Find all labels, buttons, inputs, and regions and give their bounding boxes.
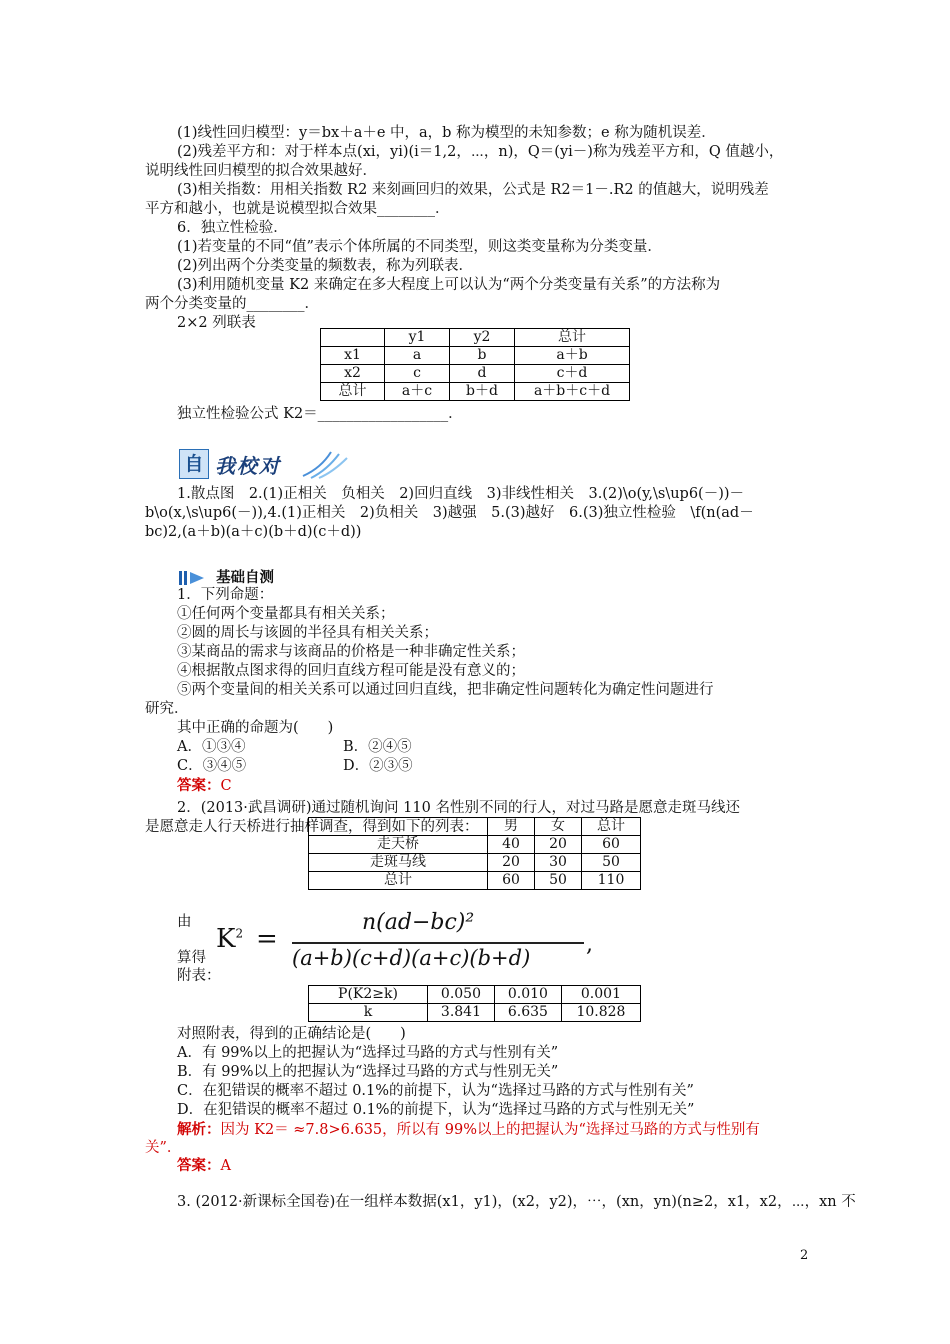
table-cell: 30 bbox=[535, 854, 582, 872]
answers-line-2: b\o(x,\s\up6(－)),4.(1)正相关 2)负相关 3)越强 5.(3)越好 6.(3)独立性检验 \f(n(ad－ bbox=[145, 505, 754, 521]
table-cell: 3.841 bbox=[428, 1004, 495, 1022]
answers-line-1: 1.散点图 2.(1)正相关 负相关 2)回归直线 3)非线性相关 3.(2)\o(y,\s\up6(－))－ bbox=[177, 486, 745, 502]
q1-item-4: ④根据散点图求得的回归直线方程可能是没有意义的； bbox=[177, 663, 525, 679]
q2-ask: 对照附表，得到的正确结论是( ) bbox=[177, 1026, 406, 1042]
table-cell: 走天桥 bbox=[309, 836, 488, 854]
table-cell: b bbox=[450, 347, 515, 365]
q3-stem: 3. (2012·新课标全国卷)在一组样本数据(x1，y1)，(x2，y2)，⋯，(xn，yn)(n≥2，x1，x2，⋯，xn 不 bbox=[177, 1194, 856, 1210]
table-cell: 女 bbox=[535, 818, 582, 836]
note-line-1: (1)线性回归模型：y＝bx＋a＋e 中，a，b 称为模型的未知参数；e 称为随机误差． bbox=[177, 125, 716, 141]
table-cell: c＋d bbox=[515, 365, 630, 383]
table-cell: 总计 bbox=[321, 383, 385, 401]
table-cell: a＋b bbox=[515, 347, 630, 365]
q1-item-1: ①任何两个变量都具有相关关系； bbox=[177, 606, 395, 622]
page-number: 2 bbox=[800, 1248, 809, 1263]
q1-answer bbox=[177, 776, 842, 796]
q2-jiexi-text: 因为 K2＝ ≈7.8>6.635，所以有 99%以上的把握认为“选择过马路的方式与性别有 bbox=[220, 1122, 760, 1138]
q1-answer-label: 答案： bbox=[177, 777, 221, 794]
table-cell: 总计 bbox=[582, 818, 641, 836]
q2-stem-2: 是愿意走人行天桥进行抽样调查，得到如下的列表： bbox=[145, 819, 479, 835]
note-line-7: (1)若变量的不同“值”表示个体所属的不同类型，则这类变量称为分类变量． bbox=[177, 239, 662, 255]
table-cell: 60 bbox=[488, 872, 535, 890]
q2-you: 由 bbox=[177, 914, 192, 930]
table-row bbox=[309, 836, 641, 854]
table-cell: a＋c bbox=[385, 383, 450, 401]
note-line-5: 平方和越小，也就是说模型拟合效果________． bbox=[145, 201, 450, 217]
table-cell: 男 bbox=[488, 818, 535, 836]
q1-item-2: ②圆的周长与该圆的半径具有相关关系； bbox=[177, 625, 438, 641]
table-cell: 110 bbox=[582, 872, 641, 890]
self-check-banner bbox=[177, 446, 357, 482]
q2-answer-value: A bbox=[220, 1158, 231, 1174]
section-title: 基础自测 bbox=[216, 569, 275, 586]
table-row bbox=[321, 347, 630, 365]
table-cell: 10.828 bbox=[561, 1004, 640, 1022]
table-row bbox=[309, 818, 641, 836]
table-cell: 0.010 bbox=[494, 986, 561, 1004]
formula-lhs: $K^2$ bbox=[216, 924, 244, 954]
q2-jiexi-label: 解析： bbox=[177, 1121, 221, 1138]
answers-line-3: bc)2,(a＋b)(a＋c)(b＋d)(c＋d)) bbox=[145, 524, 362, 540]
swoosh-icon bbox=[301, 448, 351, 480]
table-cell: k bbox=[309, 1004, 428, 1022]
table-cell: y1 bbox=[385, 329, 450, 347]
note-line-8: (2)列出两个分类变量的频数表，称为列联表． bbox=[177, 258, 474, 274]
formula-numerator: n(ad−bc)² bbox=[362, 910, 475, 935]
table-cell: 20 bbox=[535, 836, 582, 854]
q2-option-c: C．在犯错误的概率不超过 0.1%的前提下，认为“选择过马路的方式与性别有关” bbox=[177, 1083, 694, 1099]
self-check-icon: 自 bbox=[179, 449, 209, 479]
table-cell: 50 bbox=[535, 872, 582, 890]
table-cell: 60 bbox=[582, 836, 641, 854]
contingency-table bbox=[320, 328, 630, 401]
table-cell: 6.635 bbox=[494, 1004, 561, 1022]
self-check-title: 我校对 bbox=[215, 454, 281, 478]
table-cell: 20 bbox=[488, 854, 535, 872]
table-cell: c bbox=[385, 365, 450, 383]
q2-stem-1: 2．(2013·武昌调研)通过随机询问 110 名性别不同的行人，对过马路是愿意走斑马线还 bbox=[177, 800, 740, 816]
q1-stem: 1．下列命题： bbox=[177, 587, 274, 603]
formula-fraction-bar bbox=[292, 942, 584, 944]
reference-table bbox=[308, 985, 641, 1022]
note-line-3: 说明线性回归模型的拟合效果越好． bbox=[145, 163, 377, 179]
q1-ask: 其中正确的命题为( ) bbox=[177, 720, 334, 736]
table-cell: P(K2≥k) bbox=[309, 986, 428, 1004]
note-line-2: (2)残差平方和：对于样本点(xi，yi)(i＝1,2，⋯，n)，Q＝(yi－)称为残差平方和，Q 值越小， bbox=[177, 144, 784, 160]
table-cell: x2 bbox=[321, 365, 385, 383]
note-line-4: (3)相关指数：用相关指数 R2 来刻画回归的效果，公式是 R2＝1－.R2 的值越大，说明残差 bbox=[177, 182, 769, 198]
table-cell: d bbox=[450, 365, 515, 383]
q2-suande: 算得 bbox=[177, 950, 206, 966]
table-cell: 0.001 bbox=[561, 986, 640, 1004]
table-row bbox=[309, 854, 641, 872]
q1-item-5: ⑤两个变量间的相关关系可以通过回归直线，把非确定性问题转化为确定性问题进行 bbox=[177, 682, 714, 698]
table-row bbox=[309, 986, 641, 1004]
q2-option-b: B．有 99%以上的把握认为“选择过马路的方式与性别无关” bbox=[177, 1064, 559, 1080]
table-cell: 总计 bbox=[515, 329, 630, 347]
q2-answer-label: 答案： bbox=[177, 1157, 221, 1174]
q1-option-d: D．②③⑤ bbox=[343, 758, 413, 774]
q1-item-5-cont: 研究． bbox=[145, 701, 189, 717]
table-row bbox=[321, 329, 630, 347]
note-line-10: 两个分类变量的________． bbox=[145, 296, 319, 312]
formula-denominator: (a+b)(c+d)(a+c)(b+d) bbox=[292, 946, 531, 970]
survey-table bbox=[308, 817, 641, 890]
table-cell: b＋d bbox=[450, 383, 515, 401]
table-cell: y2 bbox=[450, 329, 515, 347]
note-line-6: 6．独立性检验． bbox=[177, 220, 288, 236]
table-cell bbox=[309, 818, 488, 836]
table-cell: 走斑马线 bbox=[309, 854, 488, 872]
table-cell: 总计 bbox=[309, 872, 488, 890]
q1-item-3: ③某商品的需求与该商品的价格是一种非确定性关系； bbox=[177, 644, 525, 660]
q2-fubiao: 附表： bbox=[177, 968, 221, 984]
table-row bbox=[309, 872, 641, 890]
table-cell: 0.050 bbox=[428, 986, 495, 1004]
q2-option-d: D．在犯错误的概率不超过 0.1%的前提下，认为“选择过马路的方式与性别无关” bbox=[177, 1102, 695, 1118]
table-row bbox=[321, 365, 630, 383]
table-cell: a bbox=[385, 347, 450, 365]
note-line-9: (3)利用随机变量 K2 来确定在多大程度上可以认为“两个分类变量有关系”的方法称为 bbox=[177, 277, 721, 293]
table-cell: a＋b＋c＋d bbox=[515, 383, 630, 401]
q2-jiexi-cont: 关”． bbox=[145, 1140, 182, 1156]
table-cell: 40 bbox=[488, 836, 535, 854]
section-header bbox=[177, 566, 274, 587]
q1-option-c: C．③④⑤ bbox=[177, 758, 247, 774]
table-cell: 50 bbox=[582, 854, 641, 872]
q1-option-a: A．①③④ bbox=[177, 739, 246, 755]
q2-answer bbox=[177, 1156, 842, 1176]
table-cell bbox=[321, 329, 385, 347]
q1-answer-value: C bbox=[220, 778, 232, 794]
table-row bbox=[321, 383, 630, 401]
section-bars-icon bbox=[177, 570, 207, 586]
q2-jiexi bbox=[177, 1120, 842, 1140]
formula-equals: = bbox=[256, 924, 278, 954]
q1-option-b: B．②④⑤ bbox=[343, 739, 412, 755]
table-row bbox=[309, 1004, 641, 1022]
k2-formula-line: 独立性检验公式 K2＝__________________． bbox=[177, 406, 463, 422]
q2-option-a: A．有 99%以上的把握认为“选择过马路的方式与性别有关” bbox=[177, 1045, 559, 1061]
formula-comma: , bbox=[586, 932, 593, 957]
note-line-11: 2×2 列联表 bbox=[177, 315, 256, 331]
table-cell: x1 bbox=[321, 347, 385, 365]
